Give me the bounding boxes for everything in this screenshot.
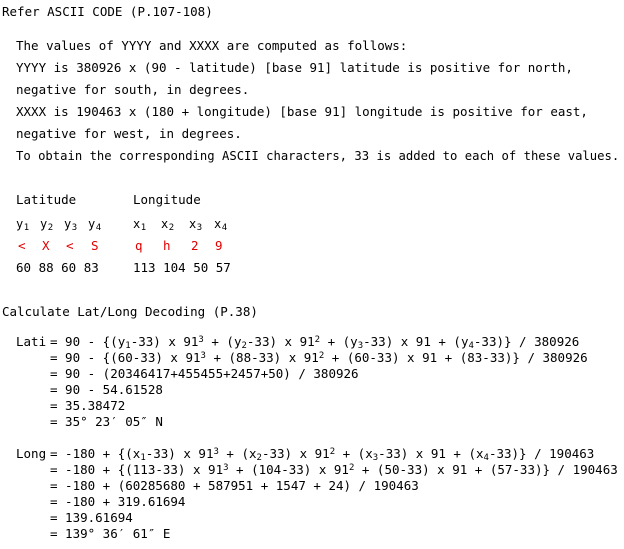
- long-values: 113 104 50 57: [133, 260, 231, 275]
- lat-label-y2: y2: [40, 217, 54, 233]
- long-label-x1: x1: [133, 217, 147, 233]
- lati-formula-line-2: = 90 - {(60-33) x $91^3 + (88-33)$ x $91^2 + (60-33)$ x 91 + (83-33)} / 380926: [50, 350, 588, 365]
- intro-line-1: The values of YYYY and XXXX are computed as follows:: [16, 38, 408, 53]
- long-formula-line-5: = 139.61694: [50, 510, 133, 525]
- lat-char-2: X: [42, 238, 50, 253]
- long-label-x3: x3: [189, 217, 203, 233]
- intro-line-5: negative for west, in degrees.: [16, 126, 242, 141]
- long-label-x4: x4: [214, 217, 228, 233]
- lati-formula-line-3: = 90 - (20346417+455455+2457+50) / 380926: [50, 366, 359, 381]
- lat-label-y4: y4: [88, 217, 102, 233]
- latitude-heading: Latitude: [16, 192, 77, 207]
- page-title: Refer ASCII CODE (P.107-108): [2, 4, 213, 19]
- long-formula-line-2: = -180 + {(113-33) x $91^3 + (104-33)$ x $91^2 + (50-33)$ x 91 + (57-33)} / 190463: [50, 462, 618, 477]
- lat-label-y3: y3: [64, 217, 78, 233]
- lat-char-4: S: [91, 238, 99, 253]
- long-label: Long: [16, 446, 47, 461]
- long-char-3: 2: [191, 238, 199, 253]
- long-formula-line-1: = -180 + {(x1-33) x $91^3 + (x2-33)$ x $91^2 + (x3-33)$ x 91 + (x4-33)} / 190463: [50, 446, 595, 463]
- intro-line-2: YYYY is 380926 x (90 - latitude) [base 91] latitude is positive for north,: [16, 60, 573, 75]
- long-char-4: 9: [215, 238, 223, 253]
- lati-formula-line-4: = 90 - 54.61528: [50, 382, 163, 397]
- lati-label: Lati: [16, 334, 47, 349]
- intro-line-3: negative for south, in degrees.: [16, 82, 250, 97]
- long-label-x2: x2: [161, 217, 175, 233]
- long-formula-line-3: = -180 + (60285680 + 587951 + 1547 + 24) / 190463: [50, 478, 419, 493]
- lat-char-1: <: [18, 238, 26, 253]
- lati-formula-line-5: = 35.38472: [50, 398, 126, 413]
- long-result: = 139° 36′ 61″ E: [50, 526, 171, 541]
- intro-line-4: XXXX is 190463 x (180 + longitude) [base 91] longitude is positive for east,: [16, 104, 588, 119]
- decode-title: Calculate Lat/Long Decoding (P.38): [2, 304, 258, 319]
- lati-result: = 35° 23′ 05″ N: [50, 414, 163, 429]
- lati-formula-line-1: = 90 - {(y1-33) x $91^3 + (y2-33)$ x $91^2 + (y3-33)$ x 91 + (y4-33)} / 380926: [50, 334, 580, 351]
- lat-values: 60 88 60 83: [16, 260, 99, 275]
- lat-label-y1: y1: [16, 217, 30, 233]
- long-char-2: h: [163, 238, 171, 253]
- lat-char-3: <: [66, 238, 74, 253]
- intro-line-6: To obtain the corresponding ASCII characters, 33 is added to each of these values.: [16, 149, 620, 163]
- long-formula-line-4: = -180 + 319.61694: [50, 494, 186, 509]
- long-char-1: q: [135, 238, 143, 253]
- longitude-heading: Longitude: [133, 192, 201, 207]
